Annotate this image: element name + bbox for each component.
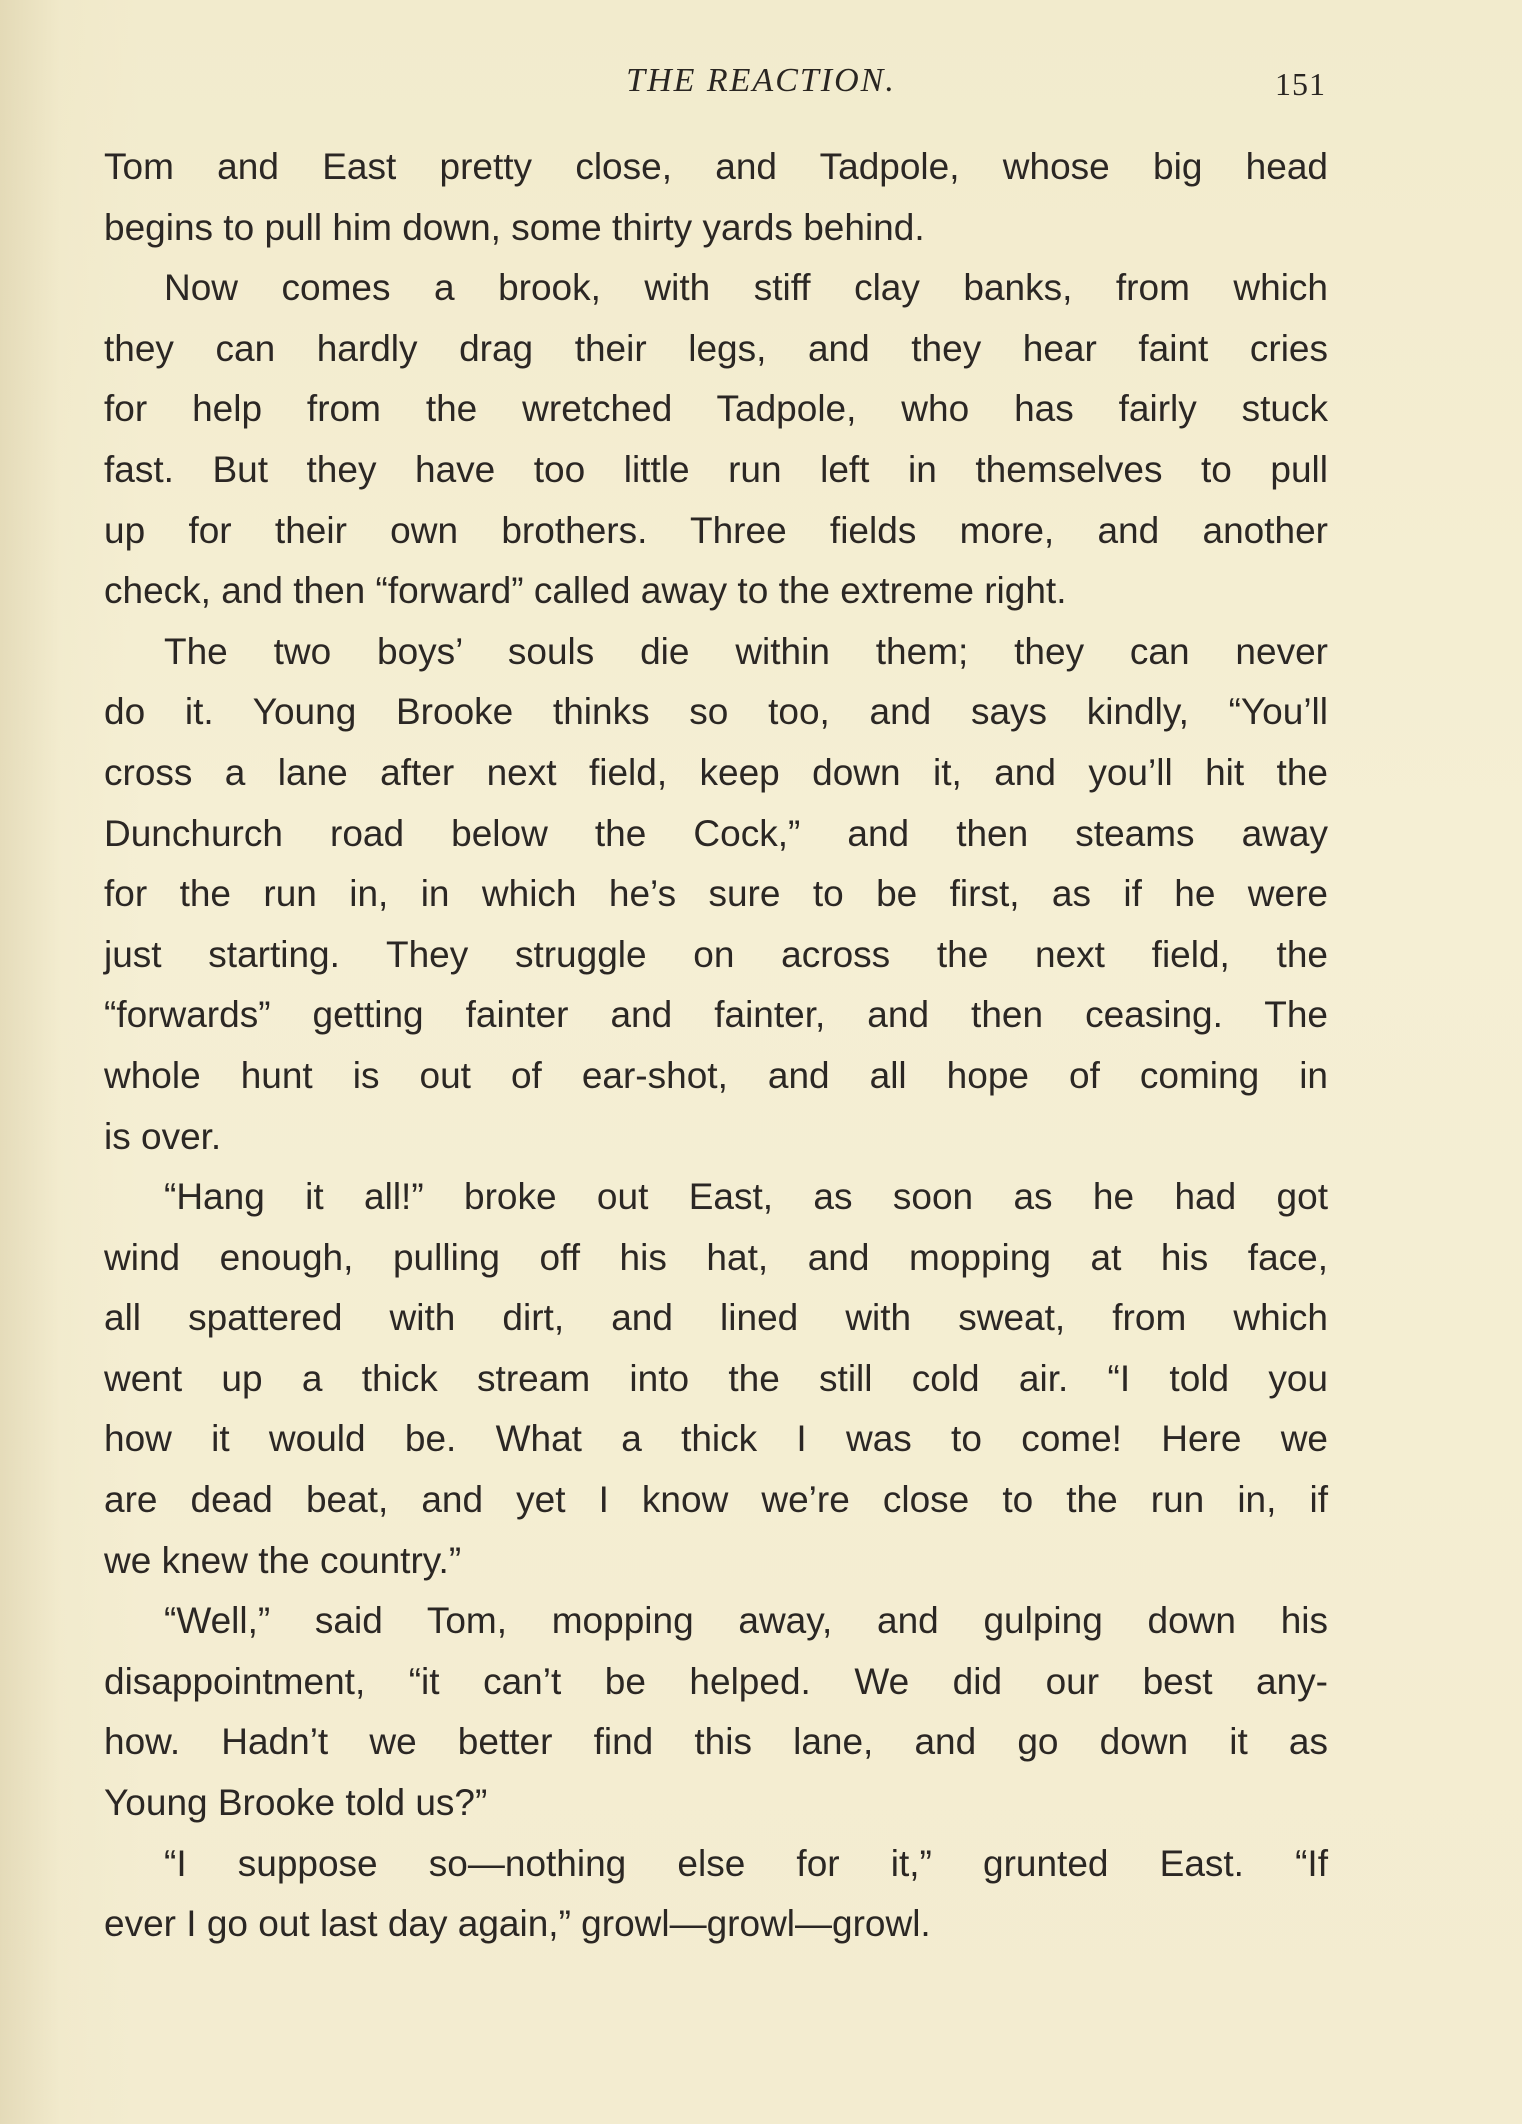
text-line: The two boys’ souls die within them; they can never [164, 630, 1328, 672]
text-line: “Well,” said Tom, mopping away, and gulping down his [164, 1600, 1328, 1642]
text-line: ever I go out last day again,” growl—growl—growl. [104, 1903, 931, 1945]
paragraph [104, 258, 1328, 622]
text-line: we knew the country.” [104, 1539, 462, 1581]
text-line: for help from the wretched Tadpole, who has fairly stuck [104, 388, 1328, 430]
paragraph [104, 1834, 1328, 1955]
running-title: THE REACTION. [626, 62, 896, 99]
paragraph [104, 1167, 1328, 1591]
text-line: just starting. They struggle on across the next field, the [104, 933, 1328, 975]
text-line: up for their own brothers. Three fields more, and another [104, 509, 1328, 551]
text-line: begins to pull him down, some thirty yards behind. [104, 206, 925, 248]
text-line: Dunchurch road below the Cock,” and then steams away [104, 812, 1328, 854]
text-line: how. Hadn’t we better find this lane, and go down it as [104, 1721, 1328, 1763]
text-line: for the run in, in which he’s sure to be first, as if he were [104, 873, 1328, 915]
text-line: “forwards” getting fainter and fainter, and then ceasing. The [104, 994, 1328, 1036]
text-line: how it would be. What a thick I was to come! Here we [104, 1418, 1328, 1460]
paragraph [104, 622, 1328, 1167]
text-line: Now comes a brook, with stiff clay banks, from which [164, 267, 1328, 309]
text-line: “I suppose so—nothing else for it,” grunted East. “If [164, 1842, 1328, 1884]
body-text [104, 137, 1328, 1955]
text-line: disappointment, “it can’t be helped. We did our best any- [104, 1660, 1328, 1702]
text-line: check, and then “forward” called away to the extreme right. [104, 570, 1067, 612]
text-line: are dead beat, and yet I know we’re close to the run in, if [104, 1479, 1328, 1521]
text-line: “Hang it all!” broke out East, as soon as he had got [164, 1176, 1328, 1218]
text-line: whole hunt is out of ear-shot, and all hope of coming in [104, 1054, 1328, 1096]
page-number: 151 [1275, 66, 1326, 102]
text-line: went up a thick stream into the still cold air. “I told you [104, 1357, 1328, 1399]
text-line: do it. Young Brooke thinks so too, and says kindly, “You’ll [104, 691, 1328, 733]
text-line: fast. But they have too little run left in themselves to pull [104, 448, 1328, 490]
running-header [0, 62, 1522, 112]
text-line: Tom and East pretty close, and Tadpole, whose big head [104, 146, 1328, 187]
paragraph [104, 1591, 1328, 1833]
text-line: all spattered with dirt, and lined with sweat, from which [104, 1297, 1328, 1339]
paragraph [104, 137, 1328, 258]
text-line: is over. [104, 1115, 222, 1157]
text-line: cross a lane after next field, keep down it, and you’ll hit the [104, 751, 1328, 793]
text-line: they can hardly drag their legs, and they hear faint cries [104, 327, 1328, 369]
text-line: Young Brooke told us?” [104, 1782, 488, 1824]
text-line: wind enough, pulling off his hat, and mopping at his face, [104, 1236, 1328, 1278]
